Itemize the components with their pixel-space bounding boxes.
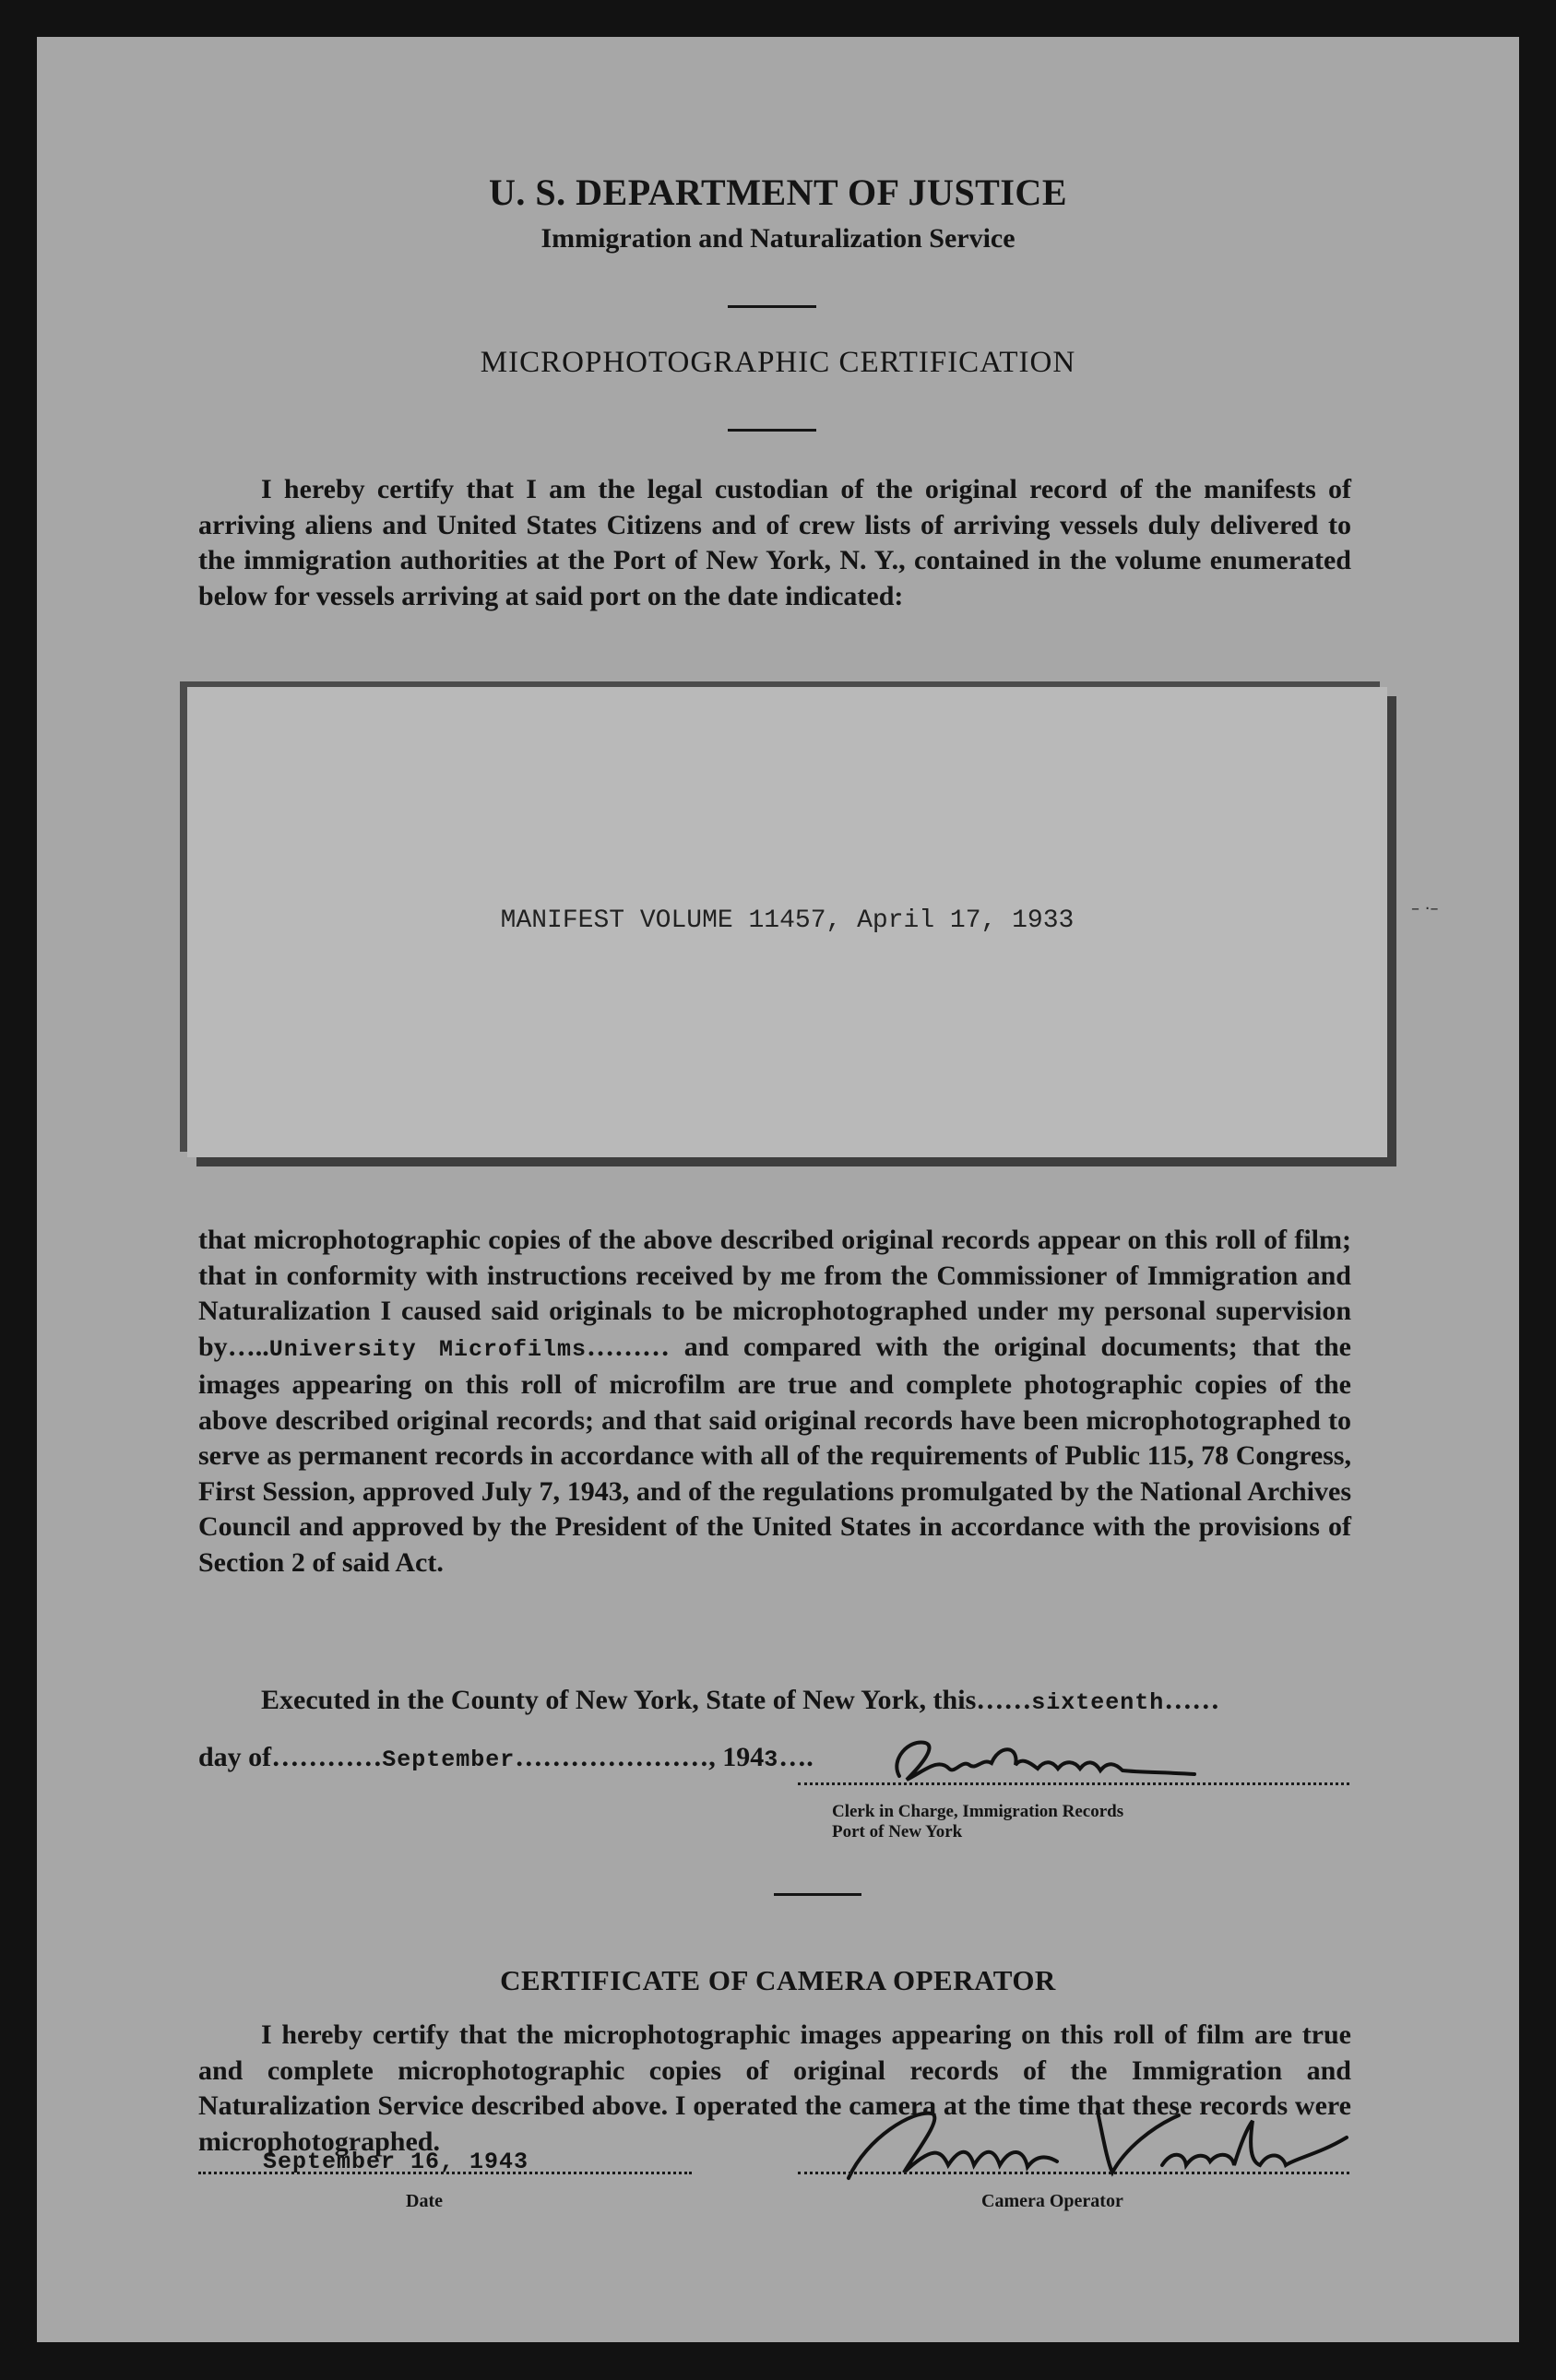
- execution-month-entry: September: [382, 1747, 516, 1773]
- camera-operator-signature-line: [798, 2172, 1349, 2174]
- divider: [774, 1893, 861, 1896]
- camera-operator-paragraph: I hereby certify that the microphotographic images appearing on this roll of film are true and complete microphotographic copies of original records of the Immigration and Naturalization Service described above. I operated the camera at the time that these records were microphotographed.: [198, 2019, 1351, 2157]
- intro-paragraph: I hereby certify that I am the legal custodian of the original record of the manifests of arriving aliens and United States Citizens and of crew lists of arriving vessels duly delivered to the immigration authorities at the Port of New York, N. Y., contained in the volume enumerated below for vessels arriving at said port on the date indicated:: [198, 474, 1351, 611]
- camera-operator-label: Camera Operator: [981, 2191, 1123, 2211]
- certificate-page: [37, 37, 1519, 2342]
- clerk-signature: [881, 1732, 1231, 1796]
- date-entry: September 16, 1943: [263, 2149, 529, 2175]
- day-of-label: day of: [198, 1742, 272, 1772]
- body-text-part1: that microphotographic copies of the above described original records appear on this roll of film; that in conformity with instructions received by me from the Commissioner of Immigration and Naturalization I caused said originals to be microphotographed under my personal supervision by: [198, 1225, 1351, 1362]
- execution-year-digit: 3: [764, 1747, 779, 1773]
- clerk-signature-line: [798, 1782, 1349, 1785]
- manifest-card: [187, 687, 1387, 1157]
- film-edge-mark: – ·–: [1411, 899, 1439, 918]
- clerk-title: [832, 1802, 1123, 1842]
- camera-operator-title: CERTIFICATE OF CAMERA OPERATOR: [500, 1964, 1056, 1996]
- clerk-title-line1: Clerk in Charge, Immigration Records: [832, 1802, 1124, 1821]
- department-heading: U. S. DEPARTMENT OF JUSTICE: [489, 172, 1067, 213]
- manifest-label: MANIFEST VOLUME 11457, April 17, 1933: [500, 906, 1075, 935]
- microfilm-company-entry: University Microfilms: [268, 1335, 588, 1363]
- executed-text: Executed in the County of New York, State of New York, this: [261, 1685, 977, 1715]
- execution-day-entry: sixteenth: [1031, 1689, 1165, 1716]
- body-text-part2: and compared with the original documents; that the images appearing on this roll of microfilm are true and complete photographic copies of the above described original records; and that said original records have been microphotographed to serve as permanent records in accordance with all of the requirements of Public 115, 78 Congress, First Session, approved July 7, 1943, and of the regulations promulgated by the National Archives Council and approved by the President of the United States in accordance with the provisions of Section 2 of said Act.: [198, 1331, 1351, 1578]
- camera-operator-signature: [830, 2101, 1365, 2193]
- service-subheading: Immigration and Naturalization Service: [540, 223, 1016, 254]
- certification-body: that microphotographic copies of the above described original records appear on this roll of film; that in conformity with instructions received by me from the Commissioner of Immigration and Naturalization I caused said originals to be microphotographed under my personal supervision by…..University Microfilms……… and compared with the original documents; that the images appearing on this roll of microfilm are true and complete photographic copies of the above described original records; and that said original records have been microphotographed to serve as permanent records in accordance with all of the requirements of Public 115, 78 Congress, First Session, approved July 7, 1943, and of the regulations promulgated by the National Archives Council and approved by the President of the United States in accordance with the provisions of Section 2 of said Act.: [198, 1225, 1351, 1578]
- divider: [728, 429, 816, 432]
- divider: [728, 305, 816, 308]
- day-of-line: day of…………September…………………, 1943….: [198, 1742, 814, 1773]
- executed-line: Executed in the County of New York, State of New York, this……sixteenth……: [261, 1685, 1220, 1716]
- clerk-title-line2: Port of New York: [832, 1822, 963, 1841]
- year-prefix: , 194: [708, 1742, 765, 1772]
- certification-title: MICROPHOTOGRAPHIC CERTIFICATION: [480, 346, 1076, 379]
- date-label: Date: [406, 2191, 443, 2211]
